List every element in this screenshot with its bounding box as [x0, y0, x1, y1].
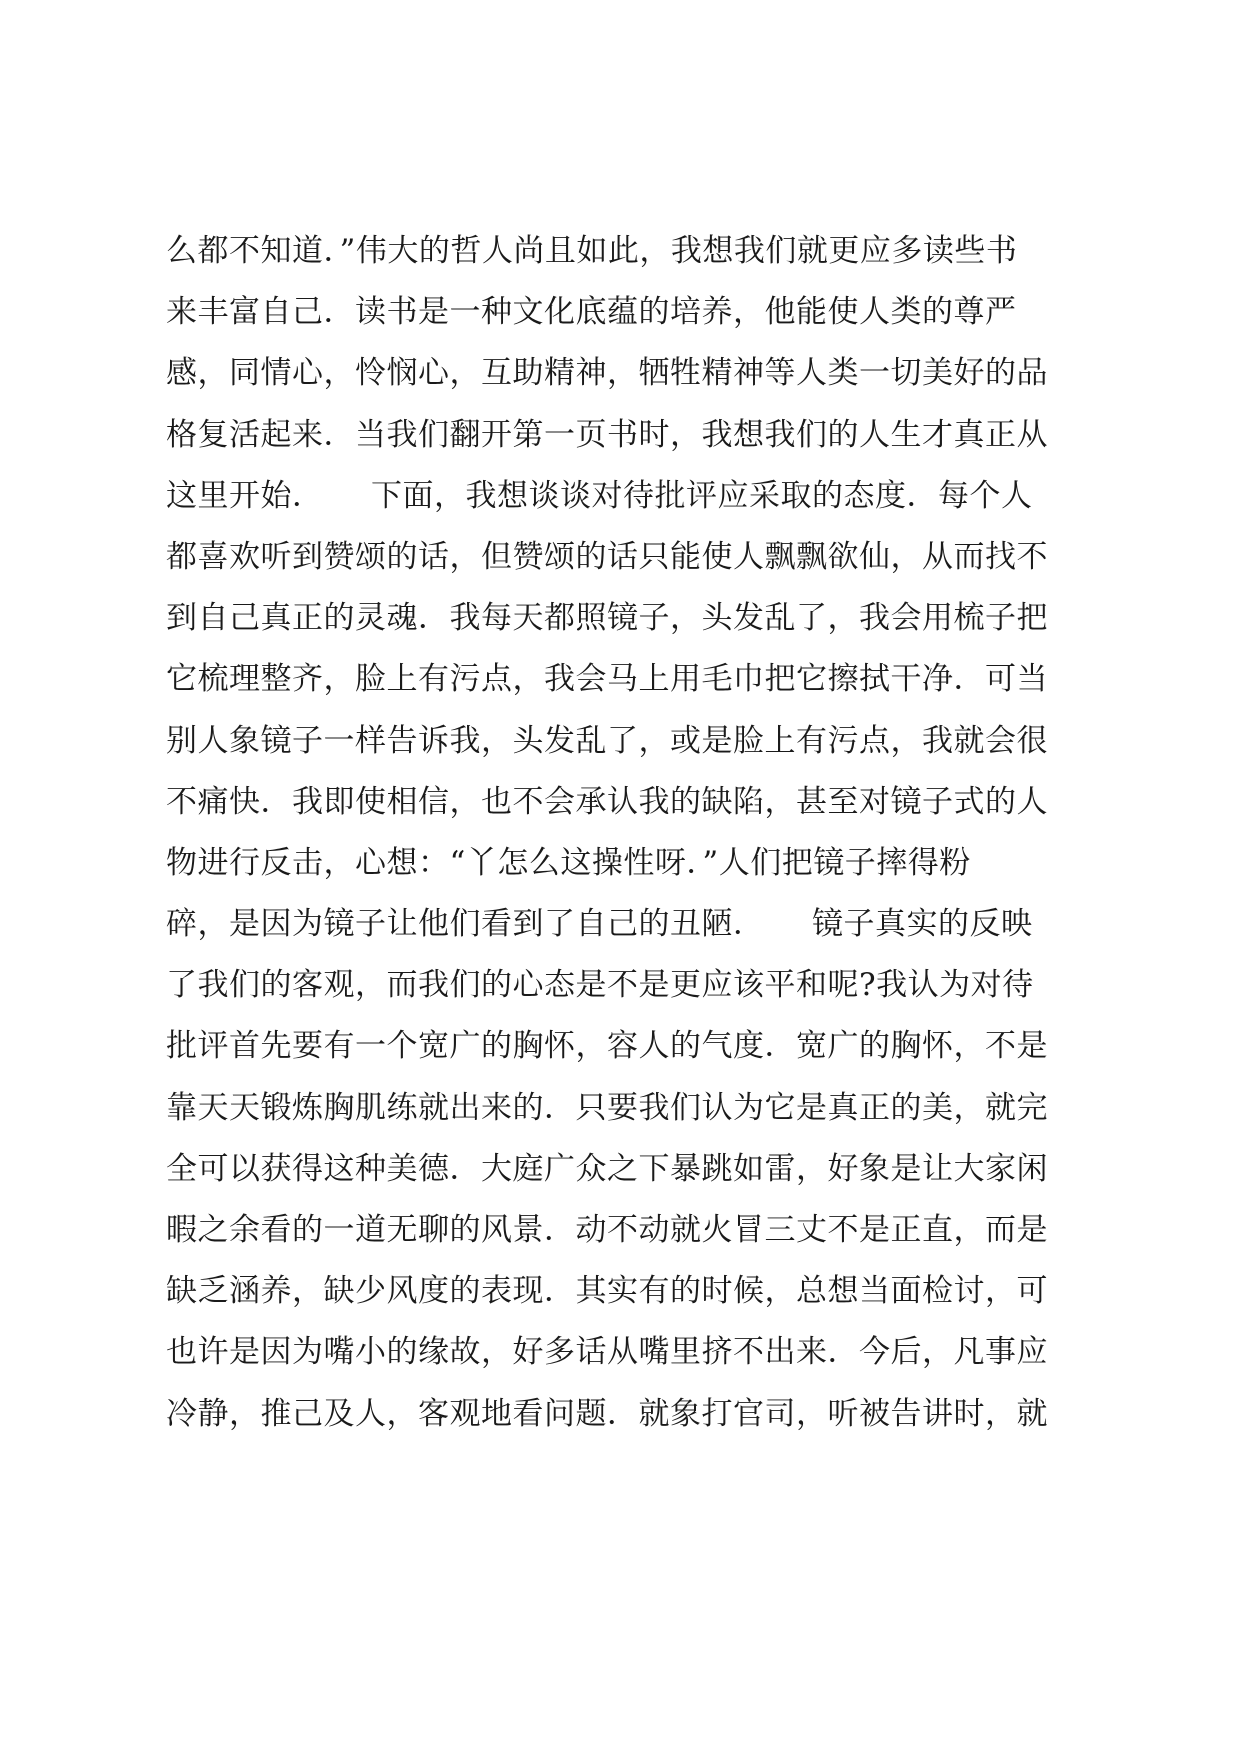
text-line: 冷静，推己及人，客观地看问题．就象打官司，听被告讲时，就	[166, 1395, 1048, 1432]
text-line: 也许是因为嘴小的缘故，好多话从嘴里挤不出来．今后，凡事应	[166, 1334, 1048, 1371]
text-line: 别人象镜子一样告诉我，头发乱了，或是脸上有污点，我就会很	[166, 722, 1048, 759]
text-line: 缺乏涵养，缺少风度的表现．其实有的时候，总想当面检讨，可	[166, 1273, 1048, 1310]
text-line: 都喜欢听到赞颂的话，但赞颂的话只能使人飘飘欲仙，从而找不	[166, 538, 1048, 575]
text-line: 感，同情心，怜悯心，互助精神，牺牲精神等人类一切美好的品	[166, 355, 1048, 392]
text-line: 不痛快．我即使相信，也不会承认我的缺陷，甚至对镜子式的人	[166, 783, 1048, 820]
text-line: 到自己真正的灵魂．我每天都照镜子，头发乱了，我会用梳子把	[166, 600, 1048, 637]
text-line: 暇之余看的一道无聊的风景．动不动就火冒三丈不是正直，而是	[166, 1212, 1048, 1248]
text-line: 了我们的客观，而我们的心态是不是更应该平和呢?我认为对待	[166, 967, 1034, 1004]
text-line: 来丰富自己．读书是一种文化底蕴的培养，他能使人类的尊严	[166, 294, 1017, 331]
text-line: 这里开始． 下面，我想谈谈对待批评应采取的态度．每个人	[166, 477, 1033, 514]
body-text	[166, 221, 1096, 1445]
text-line: 全可以获得这种美德．大庭广众之下暴跳如雷，好象是让大家闲	[166, 1150, 1048, 1187]
text-line: 碎，是因为镜子让他们看到了自己的丑陋． 镜子真实的反映	[166, 906, 1033, 943]
text-line: 么都不知道．”伟大的哲人尚且如此，我想我们就更应多读些书	[166, 233, 1018, 269]
text-line: 格复活起来．当我们翻开第一页书时，我想我们的人生才真正从	[166, 416, 1048, 453]
text-line: 物进行反击，心想：“丫怎么这操性呀．”人们把镜子摔得粉	[166, 844, 971, 881]
text-line: 批评首先要有一个宽广的胸怀，容人的气度．宽广的胸怀，不是	[166, 1028, 1048, 1065]
text-line: 靠天天锻炼胸肌练就出来的．只要我们认为它是真正的美，就完	[166, 1089, 1048, 1126]
text-line: 它梳理整齐，脸上有污点，我会马上用毛巾把它擦拭干净．可当	[166, 661, 1048, 698]
